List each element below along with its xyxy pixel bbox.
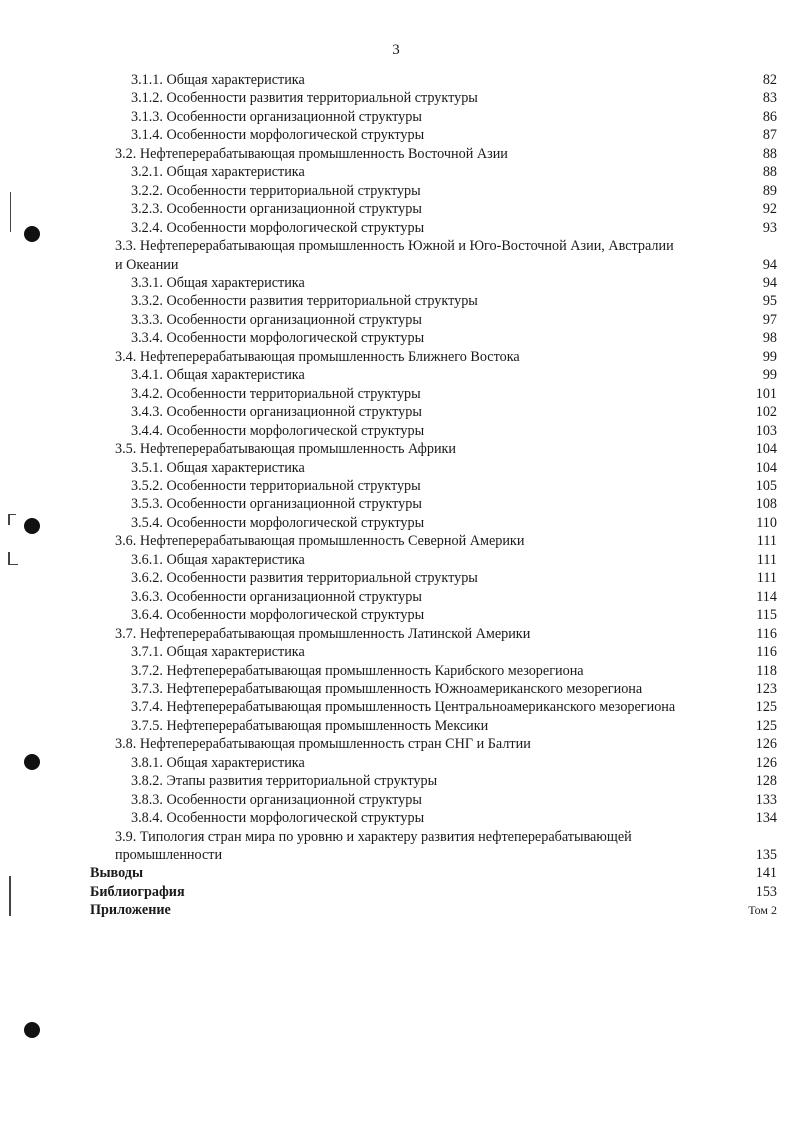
toc-entry-page: 116	[756, 625, 777, 642]
binder-hole	[24, 754, 40, 770]
toc-entry-title: 3.9. Типология стран мира по уровню и характеру развития нефтеперерабатывающей промышленности	[115, 828, 632, 864]
toc-entry-page: 102	[755, 404, 777, 421]
toc-entry-title: 3.2.4. Особенности морфологической структуры	[131, 219, 425, 236]
toc-entry	[0, 532, 792, 550]
toc-entry-title: 3.3.3. Особенности организационной структуры	[131, 311, 422, 328]
toc-entry	[0, 163, 792, 181]
toc-entry-page: 125	[755, 699, 777, 716]
toc-entry-title: 3.5.2. Особенности территориальной структуры	[131, 477, 421, 494]
toc-entry	[0, 477, 792, 495]
toc-entry-title: 3.3. Нефтеперерабатывающая промышленность Южной и Юго-Восточной Азии, Австралии и Океании	[115, 238, 674, 273]
toc-entry-page: 83	[762, 90, 777, 107]
toc-entry-page: 108	[755, 496, 777, 513]
toc-entry-title: 3.7.2. Нефтеперерабатывающая промышленность Карибского мезорегиона	[131, 662, 584, 679]
toc-entry-page: 110	[756, 514, 777, 531]
toc-entry-title: 3.2. Нефтеперерабатывающая промышленность Восточной Азии	[115, 145, 508, 162]
toc-entry	[0, 145, 792, 163]
toc-entry	[0, 403, 792, 421]
toc-entry	[0, 901, 792, 919]
toc-entry-page: 111	[756, 533, 777, 550]
toc-entry-page: 134	[755, 810, 777, 827]
toc-entry-page: 103	[755, 422, 777, 439]
toc-entry	[0, 680, 792, 698]
toc-entry	[0, 698, 792, 716]
toc-entry-page: 111	[756, 570, 777, 587]
toc-entry	[0, 754, 792, 772]
toc-entry	[0, 182, 792, 200]
binder-hole	[24, 226, 40, 242]
binder-hole	[24, 518, 40, 534]
toc-entry-page: 101	[755, 385, 777, 402]
toc-entry	[0, 551, 792, 569]
toc-entry	[0, 219, 792, 237]
toc-entry-title: 3.1.3. Особенности организационной структуры	[131, 108, 422, 125]
toc-entry	[0, 348, 792, 366]
toc-entry-title: 3.5. Нефтеперерабатывающая промышленность Африки	[115, 441, 457, 458]
toc-entry	[0, 108, 792, 126]
toc-entry-title: 3.6. Нефтеперерабатывающая промышленность Северной Америки	[115, 533, 525, 550]
toc-entry	[0, 385, 792, 403]
toc-entry-title: 3.2.2. Особенности территориальной структуры	[131, 182, 421, 199]
toc-entry-title: 3.2.3. Особенности организационной структуры	[131, 201, 422, 218]
toc-entry-title: 3.4. Нефтеперерабатывающая промышленность Ближнего Востока	[115, 348, 520, 365]
toc-entry-title: 3.3.1. Общая характеристика	[131, 274, 305, 291]
scan-mark	[8, 514, 16, 525]
toc-entry	[0, 662, 792, 680]
toc-entry-page: 99	[762, 367, 777, 384]
toc-entry	[0, 200, 792, 218]
toc-entry	[0, 643, 792, 661]
toc-entry-title: 3.6.1. Общая характеристика	[131, 551, 305, 568]
toc-entry	[0, 440, 792, 458]
toc-entry-title: 3.8. Нефтеперерабатывающая промышленность стран СНГ и Балтии	[115, 736, 531, 753]
toc-entry	[0, 495, 792, 513]
toc-entry-title: 3.5.3. Особенности организационной структуры	[131, 496, 422, 513]
toc-entry	[0, 625, 792, 643]
toc-entry-page: 89	[762, 182, 777, 199]
toc-entry-page: 104	[755, 459, 777, 476]
toc-entry	[0, 71, 792, 89]
toc-entry	[0, 237, 792, 274]
toc-entry-page: 94	[762, 274, 777, 291]
toc-entry	[0, 274, 792, 292]
toc-entry-page: 82	[762, 72, 777, 88]
toc-entry-title: 3.7.4. Нефтеперерабатывающая промышленность Центральноамериканского мезорегиона	[131, 699, 676, 716]
toc-entry-page: 88	[762, 145, 777, 162]
toc-entry-page: 104	[755, 441, 777, 458]
scan-mark	[8, 552, 18, 565]
toc-entry-title: 3.4.1. Общая характеристика	[131, 367, 305, 384]
toc-entry-page: 116	[756, 644, 777, 661]
toc-entry-title: Библиография	[90, 883, 185, 900]
toc-entry-title: 3.1.1. Общая характеристика	[131, 72, 305, 88]
toc-entry-page: 105	[755, 477, 777, 494]
toc-entry-title: 3.8.1. Общая характеристика	[131, 754, 305, 771]
toc-entry	[0, 459, 792, 477]
toc-entry-title: 3.8.2. Этапы развития территориальной структуры	[131, 773, 438, 790]
toc-entry-page: 99	[762, 348, 777, 365]
toc-entry-page: 126	[755, 754, 777, 771]
toc-entry-page: 118	[756, 662, 777, 679]
toc-entry-page: 97	[762, 311, 777, 328]
toc-entry-title: 3.5.4. Особенности морфологической структуры	[131, 514, 425, 531]
toc-entry-title: 3.3.4. Особенности морфологической структуры	[131, 330, 425, 347]
toc-entry-title: 3.4.4. Особенности морфологической структуры	[131, 422, 425, 439]
toc-entry	[0, 292, 792, 310]
toc-entry-title: 3.6.3. Особенности организационной структуры	[131, 588, 422, 605]
toc-entry	[0, 809, 792, 827]
toc-entry	[0, 366, 792, 384]
scan-mark	[10, 192, 13, 232]
toc-entry	[0, 717, 792, 735]
toc-entry-page: 125	[755, 717, 777, 734]
toc-entry-title: 3.4.3. Особенности организационной структуры	[131, 404, 422, 421]
toc-entry-title: 3.7.1. Общая характеристика	[131, 644, 305, 661]
toc-entry	[0, 828, 792, 865]
toc-entry	[0, 735, 792, 753]
toc-entry-page: 114	[756, 588, 777, 605]
toc-entry-page: 111	[756, 551, 777, 568]
scan-mark	[9, 876, 17, 916]
toc-entry-title: 3.5.1. Общая характеристика	[131, 459, 305, 476]
toc-entry-title: 3.7.3. Нефтеперерабатывающая промышленность Южноамериканского мезорегиона	[131, 680, 643, 697]
toc-entry	[0, 791, 792, 809]
toc-entry-page: 87	[762, 127, 777, 144]
toc-entry	[0, 422, 792, 440]
toc-entry	[0, 864, 792, 882]
toc-entry-title: 3.4.2. Особенности территориальной структуры	[131, 385, 421, 402]
toc-entry-title: 3.1.2. Особенности развития территориальной структуры	[131, 90, 478, 107]
table-of-contents	[0, 71, 792, 920]
toc-entry-title: 3.8.4. Особенности морфологической структуры	[131, 810, 425, 827]
toc-entry	[0, 588, 792, 606]
toc-entry	[0, 569, 792, 587]
binder-hole	[24, 1022, 40, 1038]
toc-entry-page: 92	[762, 201, 777, 218]
toc-entry	[0, 329, 792, 347]
toc-entry-page: 95	[762, 293, 777, 310]
toc-entry-page: 135	[755, 847, 777, 864]
toc-entry-title: 3.7.5. Нефтеперерабатывающая промышленность Мексики	[131, 717, 489, 734]
toc-entry-page: 93	[762, 219, 777, 236]
toc-entry-page: 94	[762, 256, 777, 273]
toc-entry-page: 123	[755, 680, 777, 697]
toc-entry-page: 133	[755, 791, 777, 808]
toc-entry	[0, 514, 792, 532]
toc-entry-page: 141	[755, 865, 777, 882]
toc-entry-page: 86	[762, 108, 777, 125]
toc-entry-title: 3.3.2. Особенности развития территориальной структуры	[131, 293, 478, 310]
page-number: 3	[392, 42, 400, 58]
toc-entry-page: 115	[756, 607, 777, 624]
toc-entry-title: 3.6.2. Особенности развития территориальной структуры	[131, 570, 478, 587]
toc-entry	[0, 606, 792, 624]
toc-entry-title: 3.6.4. Особенности морфологической структуры	[131, 607, 425, 624]
toc-entry-title: Выводы	[90, 865, 144, 882]
toc-entry	[0, 772, 792, 790]
toc-entry-page: Том 2	[748, 903, 777, 918]
toc-entry-title: Приложение	[90, 902, 171, 919]
toc-entry-page: 128	[755, 773, 777, 790]
toc-entry	[0, 311, 792, 329]
toc-entry-page: 98	[762, 330, 777, 347]
toc-entry-title: 3.8.3. Особенности организационной структуры	[131, 791, 422, 808]
toc-entry	[0, 89, 792, 107]
toc-entry-title: 3.1.4. Особенности морфологической структуры	[131, 127, 425, 144]
toc-entry	[0, 883, 792, 901]
toc-entry	[0, 126, 792, 144]
toc-entry-page: 88	[762, 164, 777, 181]
toc-entry-page: 126	[755, 736, 777, 753]
toc-entry-title: 3.2.1. Общая характеристика	[131, 164, 305, 181]
toc-entry-title: 3.7. Нефтеперерабатывающая промышленность Латинской Америки	[115, 625, 531, 642]
toc-entry-page: 153	[755, 883, 777, 900]
